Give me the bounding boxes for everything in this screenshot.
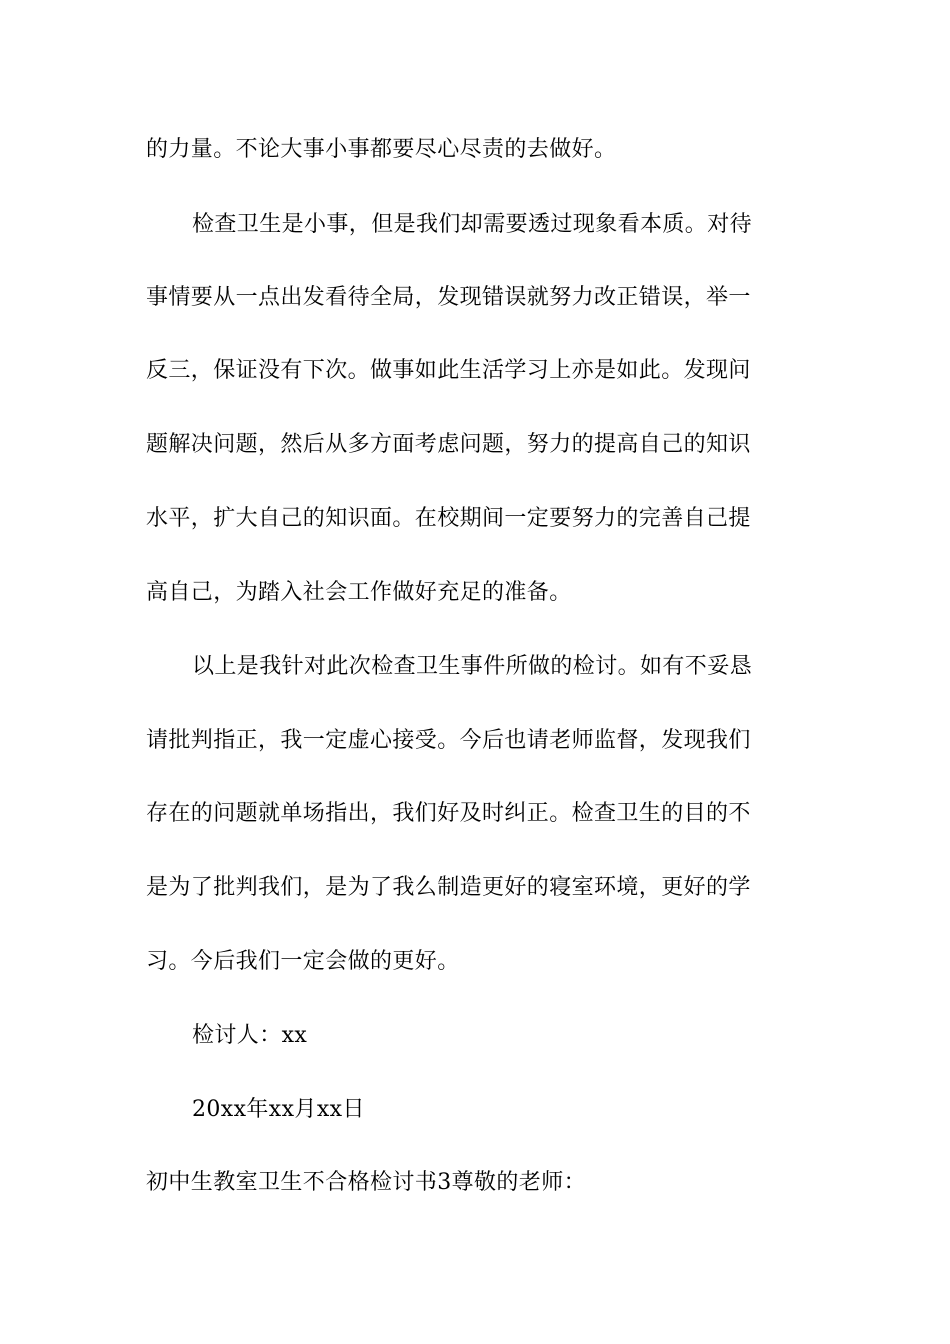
paragraph-start-line: 以上是我针对此次检查卫生事件所做的检讨。如有不妥恳 <box>192 654 753 679</box>
signature-line: 检讨人：xx <box>192 1023 308 1048</box>
body-line: 请批判指正，我一定虚心接受。今后也请老师监督，发现我们 <box>146 728 751 753</box>
paragraph-start-line: 检查卫生是小事，但是我们却需要透过现象看本质。对待 <box>192 212 753 237</box>
body-line: 是为了批判我们，是为了我么制造更好的寝室环境，更好的学 <box>146 875 751 900</box>
body-line: 事情要从一点出发看待全局，发现错误就努力改正错误，举一 <box>146 285 751 310</box>
body-line: 的力量。不论大事小事都要尽心尽责的去做好。 <box>146 137 617 162</box>
body-line: 高自己，为踏入社会工作做好充足的准备。 <box>146 580 572 605</box>
body-line: 题解决问题，然后从多方面考虑问题，努力的提高自己的知识 <box>146 432 751 457</box>
body-line: 存在的问题就单场指出，我们好及时纠正。检查卫生的目的不 <box>146 801 751 826</box>
body-line: 习。今后我们一定会做的更好。 <box>146 949 460 974</box>
date-line: 20xx年xx月xx日 <box>192 1097 365 1122</box>
next-section-heading: 初中生教室卫生不合格检讨书3尊敬的老师： <box>146 1170 586 1195</box>
body-line: 反三，保证没有下次。做事如此生活学习上亦是如此。发现问 <box>146 358 751 383</box>
body-line: 水平，扩大自己的知识面。在校期间一定要努力的完善自己提 <box>146 506 751 531</box>
